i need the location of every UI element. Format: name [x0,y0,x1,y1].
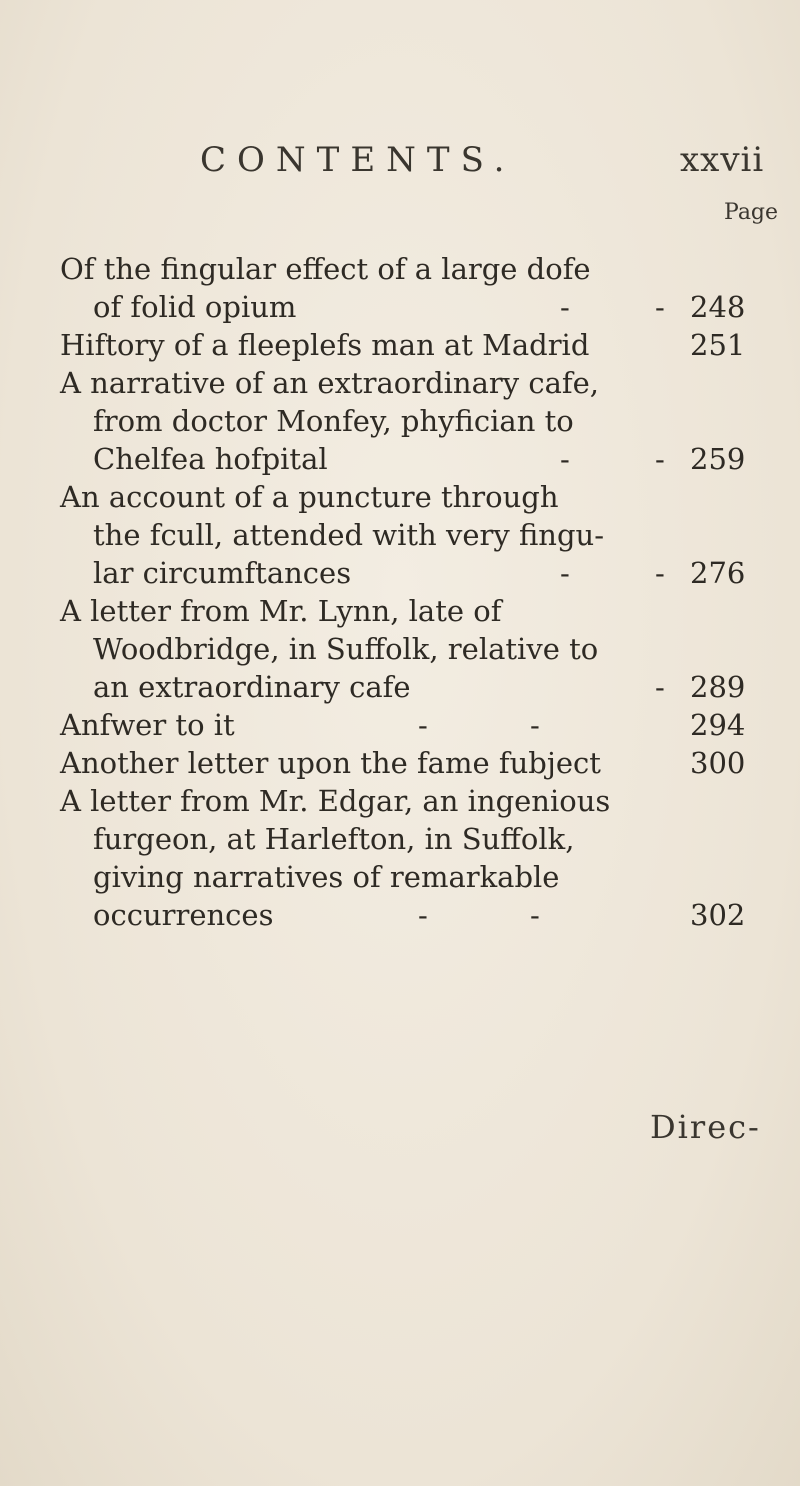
leader-dash: - [530,898,540,932]
leader-dash: - [530,708,540,742]
toc-page-number: 276 [690,556,746,590]
toc-entry-text: Anfwer to it [60,708,235,742]
toc-entry-text: giving narratives of remarkable [93,860,560,894]
toc-entry-text: Of the fingular effect of a large dofe [60,252,591,286]
toc-entry-text: an extraordinary cafe [93,670,411,704]
toc-entry-line [0,516,800,554]
toc-entry-text: furgeon, at Harlefton, in Suffolk, [93,822,575,856]
toc-entry [0,592,800,706]
leader-dash: - [560,290,570,324]
toc-entry-text: Another letter upon the fame fubject [60,746,601,780]
toc-entry-text: Chelfea hofpital [93,442,328,476]
leader-dash: - [418,708,428,742]
toc-entry-line [0,630,800,668]
toc-entry-text: An account of a puncture through [60,480,559,514]
leader-dash: - [560,442,570,476]
toc-page-number: 251 [690,328,746,362]
toc-entry [0,250,800,326]
toc-entry-line [0,402,800,440]
toc-entry-text: Hiftory of a fleeplefs man at Madrid [60,328,590,362]
page-column-label: Page [724,200,779,225]
leader-dash: - [655,290,665,324]
toc-entry [0,364,800,478]
toc-entry-line [0,782,800,820]
toc-page-number: 259 [690,442,746,476]
leader-dash: - [655,670,665,704]
toc-page-number: 289 [690,670,746,704]
toc-entry-text: A narrative of an extraordinary cafe, [60,366,599,400]
toc-entry-text: the fcull, attended with very fingu- [93,518,605,552]
toc-entry-line [0,250,800,288]
toc-entry-line [0,896,800,934]
toc-entry [0,706,800,744]
toc-entry-text: occurrences [93,898,274,932]
leader-dash: - [655,556,665,590]
toc-entry-text: Woodbridge, in Suffolk, relative to [93,632,599,666]
page-folio: xxvii [680,140,765,180]
toc-entry-line [0,288,800,326]
toc-page-number: 248 [690,290,746,324]
toc-entry-line [0,364,800,402]
toc-entry-text: A letter from Mr. Lynn, late of [60,594,502,628]
toc-entry-text: from doctor Monfey, phyfician to [93,404,574,438]
toc-entry-text: A letter from Mr. Edgar, an ingenious [60,784,611,818]
toc-page-number: 294 [690,708,746,742]
toc-entry-line [0,554,800,592]
toc-page-number: 302 [690,898,746,932]
toc-entry-line [0,478,800,516]
toc-entry-line [0,858,800,896]
catchword: Direc- [650,1108,761,1146]
toc-entry-text: of folid opium [93,290,297,324]
leader-dash: - [560,556,570,590]
toc-entry [0,326,800,364]
toc-entry-line [0,668,800,706]
leader-dash: - [655,442,665,476]
toc-entry-line [0,706,800,744]
leader-dash: - [418,898,428,932]
toc-entry-line [0,440,800,478]
toc-entry [0,744,800,782]
toc-page-number: 300 [690,746,746,780]
toc-entry [0,782,800,934]
running-head: CONTENTS. [200,140,516,180]
toc-entry-line [0,592,800,630]
toc-entry [0,478,800,592]
toc-entry-text: lar circumftances [93,556,352,590]
toc-entry-line [0,820,800,858]
table-of-contents [0,250,800,934]
toc-entry-line [0,744,800,782]
toc-entry-line [0,326,800,364]
